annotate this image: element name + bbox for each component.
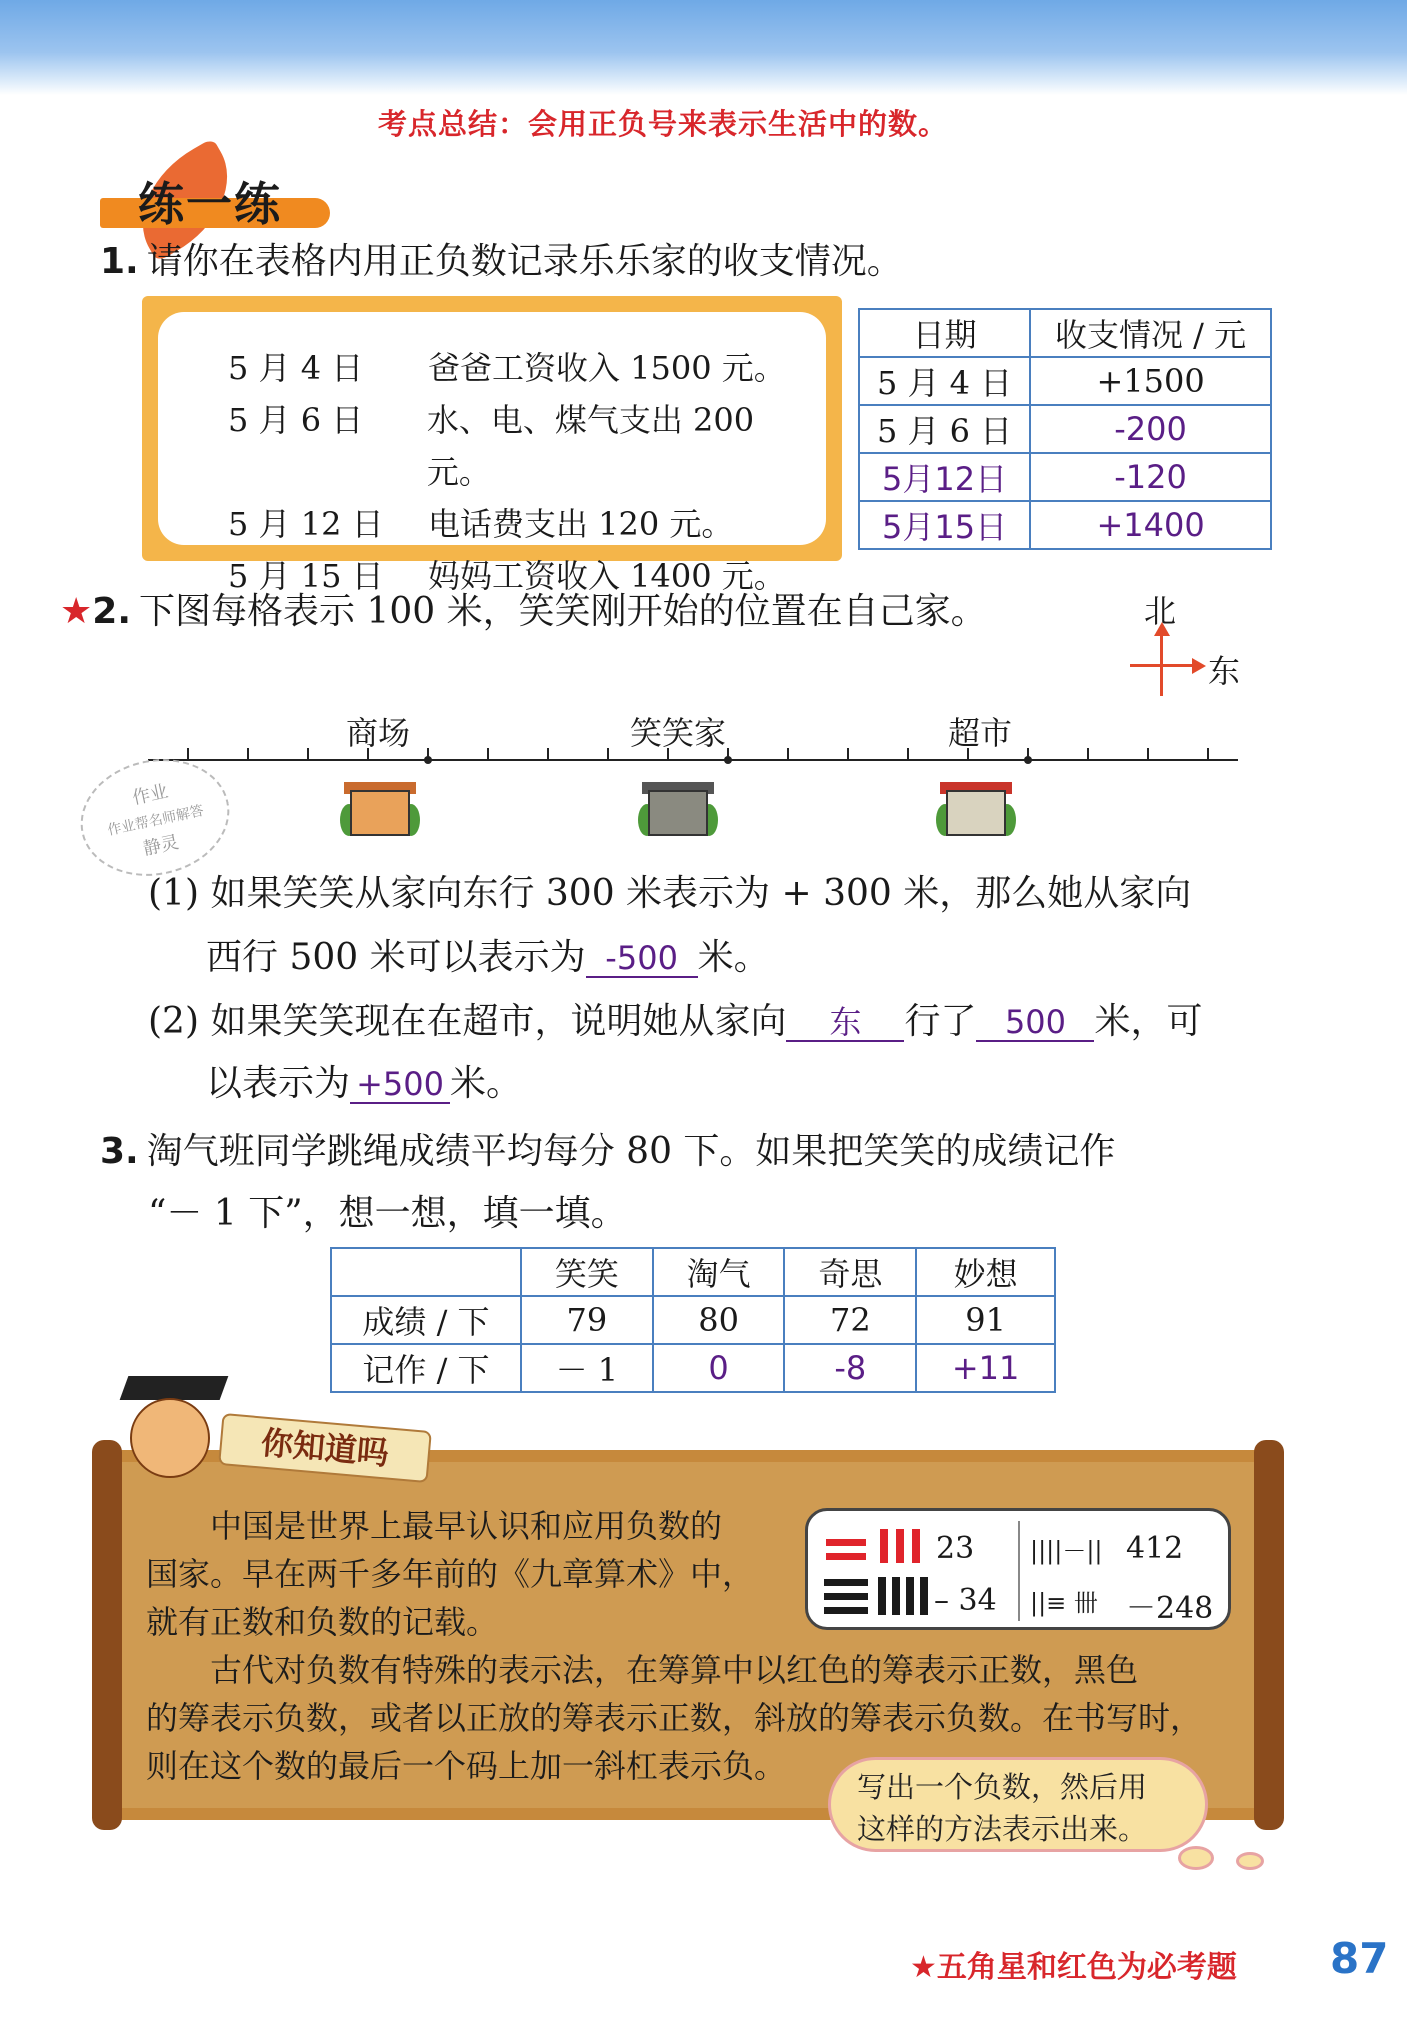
mall-building-icon <box>340 780 420 840</box>
income-expense-table <box>858 308 1272 550</box>
prompt-cloud: 写出一个负数，然后用 这样的方法表示出来。 <box>828 1757 1208 1852</box>
practice-title-label: 练一练 <box>138 177 282 231</box>
table-row-scores <box>331 1296 1055 1344</box>
answer-blank-signed-distance[interactable]: +500 <box>350 1066 450 1104</box>
scroll-rod-left <box>92 1440 122 1830</box>
record-desc: 电话费支出 120 元。 <box>428 505 734 543</box>
answer-blank-west-distance[interactable]: -500 <box>586 940 698 978</box>
compass <box>1130 590 1240 700</box>
rod-glyph: ||≡ 卌 <box>1030 1589 1098 1617</box>
did-you-know-badge <box>110 1370 440 1480</box>
question-2-2: (2) 如果笑笑现在在超市，说明她从家向 东 行了 500 米，可 <box>148 1001 1203 1042</box>
scroll-rod-right <box>1254 1440 1284 1830</box>
table-row <box>859 501 1271 549</box>
question-1 <box>100 240 903 284</box>
cell-record-answer[interactable]: +11 <box>916 1344 1055 1392</box>
question-text: 下图每格表示 100 米，笑笑刚开始的位置在自己家。 <box>139 591 987 632</box>
cell-amount-answer: -120 <box>1030 453 1271 501</box>
thought-bubble <box>1178 1846 1214 1870</box>
answer-blank-distance[interactable]: 500 <box>976 1004 1094 1042</box>
question-number: 3. <box>100 1131 139 1172</box>
exam-point-summary: 考点总结：会用正负号来表示生活中的数。 <box>378 107 949 141</box>
sub-question-label: (2) <box>148 1001 199 1042</box>
question-3 <box>100 1130 1115 1174</box>
question-text: 请你在表格内用正负数记录乐乐家的收支情况。 <box>146 241 903 282</box>
question-text: 淘气班同学跳绳成绩平均每分 80 下。如果把笑笑的成绩记作 <box>146 1131 1116 1172</box>
table-header-amount: 收支情况 / 元 <box>1030 309 1271 357</box>
did-you-know-label: 你知道吗 <box>218 1413 432 1483</box>
record-row <box>228 342 826 394</box>
question-2-1 <box>148 872 1191 916</box>
row-label: 成绩 / 下 <box>331 1296 521 1344</box>
income-expense-records <box>142 296 842 595</box>
cell-amount-answer: +1400 <box>1030 501 1271 549</box>
rod-value: 412 <box>1126 1531 1184 1566</box>
footer-note: ★五角星和红色为必考题 <box>910 1950 1237 1985</box>
table-row <box>859 405 1271 453</box>
rod-value: – 34 <box>934 1583 997 1618</box>
market-building-icon <box>936 780 1016 840</box>
record-row <box>228 498 826 550</box>
cell-score: 72 <box>784 1296 916 1344</box>
question-3-line2: “－ 1 下”，想一想，填一填。 <box>148 1193 627 1234</box>
record-row <box>228 394 826 498</box>
required-star-icon: ★ <box>60 591 93 632</box>
rod-glyph: ||||－|| <box>1030 1537 1103 1565</box>
thought-bubble <box>1236 1852 1264 1870</box>
header-band <box>0 0 1407 95</box>
cell-score: 91 <box>916 1296 1055 1344</box>
question-2 <box>60 590 987 634</box>
question-number: 2. <box>92 591 132 632</box>
cell-amount: +1500 <box>1030 357 1271 405</box>
number-line-point <box>1024 756 1032 764</box>
rod-value: 23 <box>936 1531 975 1566</box>
graduation-cap-icon <box>120 1376 229 1400</box>
place-label-home: 笑笑家 <box>630 714 727 752</box>
cell-date: 5 月 6 日 <box>859 405 1030 453</box>
table-header-student: 淘气 <box>653 1248 785 1296</box>
number-line-point <box>724 756 732 764</box>
place-label-market: 超市 <box>948 714 1013 752</box>
home-building-icon <box>638 780 718 840</box>
question-2-1-line2: 西行 500 米可以表示为 -500 米。 <box>206 937 770 978</box>
record-date: 5 月 12 日 <box>228 505 384 543</box>
table-corner <box>331 1248 521 1296</box>
table-row <box>859 453 1271 501</box>
cell-record-answer[interactable]: 0 <box>653 1344 785 1392</box>
place-label-mall: 商场 <box>346 714 411 752</box>
rods-divider <box>1018 1521 1020 1621</box>
record-desc: 妈妈工资收入 1400 元。 <box>428 557 786 595</box>
cell-score: 79 <box>521 1296 653 1344</box>
compass-east-label: 东 <box>1208 652 1241 690</box>
cell-score: 80 <box>653 1296 785 1344</box>
record-date: 5 月 6 日 <box>228 401 364 439</box>
table-header-student: 妙想 <box>916 1248 1055 1296</box>
record-date: 5 月 15 日 <box>228 557 384 595</box>
record-desc: 水、电、煤气支出 200 元。 <box>426 401 755 491</box>
cell-amount-answer: -200 <box>1030 405 1271 453</box>
number-line-point <box>424 756 432 764</box>
page-number: 87 <box>1330 1934 1389 1983</box>
table-header-student: 笑笑 <box>521 1248 653 1296</box>
counting-rods-examples <box>805 1508 1231 1630</box>
cell-record-answer[interactable]: -8 <box>784 1344 916 1392</box>
cell-record: － 1 <box>521 1344 653 1392</box>
table-row <box>859 357 1271 405</box>
cell-date-answer: 5月15日 <box>859 501 1030 549</box>
question-2-2-line2: 以表示为 +500 米。 <box>206 1063 523 1104</box>
table-header-date: 日期 <box>859 309 1030 357</box>
record-desc: 爸爸工资收入 1500 元。 <box>428 349 786 387</box>
row-label: 记作 / 下 <box>331 1344 521 1392</box>
student-mascot-icon <box>130 1398 210 1478</box>
table-header-student: 奇思 <box>784 1248 916 1296</box>
question-number: 1. <box>100 241 139 282</box>
did-you-know-text: 中国是世界上最早认识和应用负数的 国家。早在两千多年前的《九章算术》中， 就有正数和负数的记载。 古代对负数有特殊的表示法，在筹算中以红色的筹表示正数，黑色 的筹表示负数，或者以正放的筹表示正数，斜放的筹表示负数。在书写时， 则在这个数的最后一个码上加一斜杠表示负。 <box>146 1507 1203 1785</box>
rod-value: －248 <box>1126 1591 1214 1626</box>
record-date: 5 月 4 日 <box>228 349 364 387</box>
sub-question-label: (1) <box>148 873 199 914</box>
compass-north-label: 北 <box>1144 592 1177 630</box>
number-line-map <box>148 700 1248 880</box>
east-arrow-icon <box>1192 658 1206 674</box>
sub-question-text: 如果笑笑从家向东行 300 米表示为 + 300 米，那么她从家向 <box>210 873 1192 914</box>
cell-date-answer: 5月12日 <box>859 453 1030 501</box>
answer-blank-direction[interactable]: 东 <box>786 1004 904 1042</box>
cell-date: 5 月 4 日 <box>859 357 1030 405</box>
watermark-stamp: 作业 作业帮名师解答 静灵 <box>70 746 241 890</box>
practice-section-title <box>100 160 340 230</box>
compass-horizontal-line <box>1130 664 1194 667</box>
